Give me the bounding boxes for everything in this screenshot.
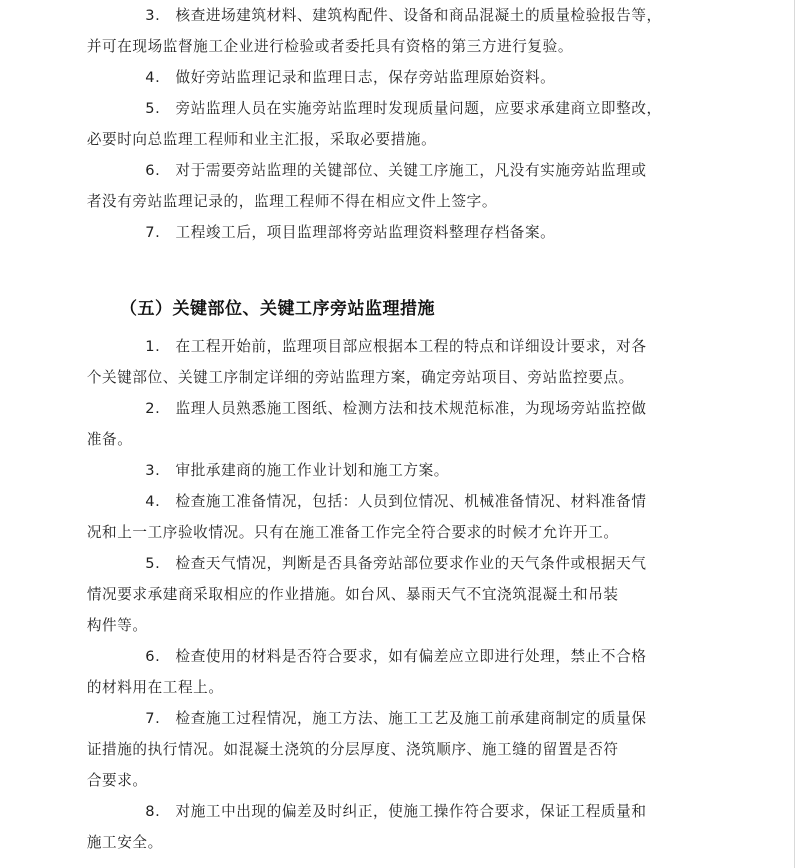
onsite-supervision-measures-list (86, 331, 672, 858)
list-item-line: 5. 检查天气情况，判断是否具备旁站部位要求作业的天气条件或根据天气 (145, 555, 647, 572)
list-item (116, 62, 672, 93)
list-item (86, 486, 672, 548)
list-item-line: 6. 对于需要旁站监理的关键部位、关键工序施工，凡没有实施旁站监理或 (145, 162, 647, 179)
list-item-line: 个关键部位、关键工序制定详细的旁站监理方案，确定旁站项目、旁站监控要点。 (86, 369, 634, 386)
list-item-line: 8. 对施工中出现的偏差及时纠正，使施工操作符合要求，保证工程质量和 (145, 803, 647, 820)
list-item (116, 217, 672, 248)
list-item-line: 5. 旁站监理人员在实施旁站监理时发现质量问题，应要求承建商立即整改， (145, 100, 662, 117)
list-item-line: 构件等。 (86, 617, 148, 634)
supervision-duties-list (86, 0, 672, 248)
list-item (86, 331, 672, 393)
list-item (86, 155, 672, 217)
list-item (86, 93, 672, 155)
list-item-line: 7. 工程竣工后，项目监理部将旁站监理资料整理存档备案。 (145, 224, 556, 241)
list-item-line: 情况要求承建商采取相应的作业措施。如台风、暴雨天气不宜浇筑混凝土和吊装 (86, 586, 619, 603)
section-heading: （五）关键部位、关键工序旁站监理措施 (120, 299, 435, 319)
list-item-line: 3. 审批承建商的施工作业计划和施工方案。 (145, 462, 449, 479)
list-item-line: 1. 在工程开始前，监理项目部应根据本工程的特点和详细设计要求，对各 (145, 338, 647, 355)
list-item (86, 393, 672, 455)
list-item-line: 的材料用在工程上。 (86, 679, 224, 696)
list-item (116, 455, 672, 486)
list-item-line: 准备。 (86, 431, 133, 448)
list-item-line: 并可在现场监督施工企业进行检验或者委托具有资格的第三方进行复验。 (86, 38, 574, 55)
list-item (86, 0, 672, 62)
list-item-line: 7. 检查施工过程情况，施工方法、施工工艺及施工前承建商制定的质量保 (145, 710, 647, 727)
list-item (86, 641, 672, 703)
list-item-line: 4. 检查施工准备情况，包括：人员到位情况、机械准备情况、材料准备情 (145, 493, 647, 510)
list-item (86, 703, 672, 796)
list-item-line: 3. 核查进场建筑材料、建筑构配件、设备和商品混凝土的质量检验报告等， (145, 7, 662, 24)
list-item-line: 况和上一工序验收情况。只有在施工准备工作完全符合要求的时候才允许开工。 (86, 524, 619, 541)
list-item-line: 施工安全。 (86, 834, 163, 851)
list-item-line: 证措施的执行情况。如混凝土浇筑的分层厚度、浇筑顺序、施工缝的留置是否符 (86, 741, 619, 758)
list-item-line: 4. 做好旁站监理记录和监理日志，保存旁站监理原始资料。 (145, 69, 556, 86)
list-item-line: 者没有旁站监理记录的，监理工程师不得在相应文件上签字。 (86, 193, 498, 210)
list-item-line: 必要时向总监理工程师和业主汇报，采取必要措施。 (86, 131, 437, 148)
list-item (86, 548, 672, 641)
list-item-line: 2. 监理人员熟悉施工图纸、检测方法和技术规范标准，为现场旁站监控做 (145, 400, 647, 417)
list-item (86, 796, 672, 858)
list-item-line: 6. 检查使用的材料是否符合要求，如有偏差应立即进行处理，禁止不合格 (145, 648, 647, 665)
list-item-line: 合要求。 (86, 772, 148, 789)
